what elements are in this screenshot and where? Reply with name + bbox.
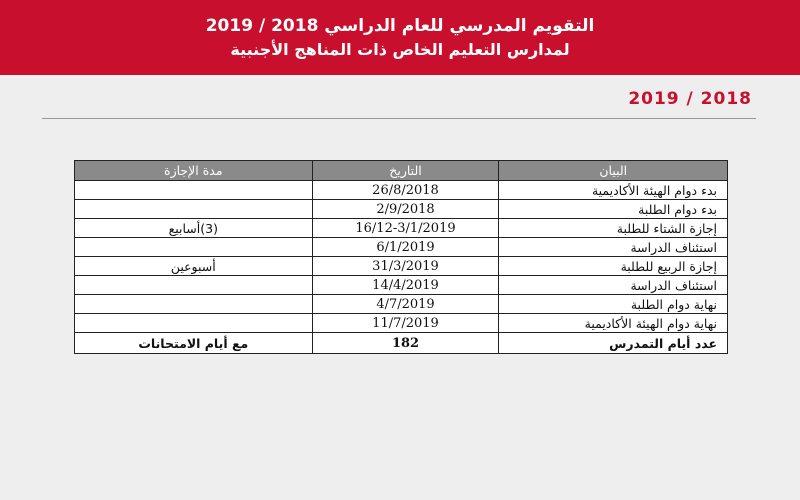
table-row	[75, 314, 728, 333]
row-duration	[75, 314, 313, 333]
row-date: 26/8/2018	[312, 181, 499, 200]
row-duration: (3)أسابيع	[75, 219, 313, 238]
row-duration	[75, 276, 313, 295]
row-statement: استئناف الدراسة	[499, 238, 728, 257]
table-header-row	[75, 161, 728, 181]
column-header-vacation-duration: مدة الإجازة	[75, 161, 313, 181]
row-statement: إجازة الربيع للطلبة	[499, 257, 728, 276]
row-duration	[75, 295, 313, 314]
table-row	[75, 238, 728, 257]
row-statement: إجازة الشتاء للطلبة	[499, 219, 728, 238]
row-date: 14/4/2019	[312, 276, 499, 295]
row-date: 6/1/2019	[312, 238, 499, 257]
row-statement: نهاية دوام الهيئة الأكاديمية	[499, 314, 728, 333]
table-row	[75, 276, 728, 295]
title-banner	[0, 0, 800, 75]
page-subtitle: لمدارس التعليم الخاص ذات المناهج الأجنبية	[230, 39, 570, 59]
total-label: عدد أيام التمدرس	[499, 333, 728, 354]
row-duration	[75, 238, 313, 257]
row-duration	[75, 181, 313, 200]
row-date: 11/7/2019	[312, 314, 499, 333]
table-row	[75, 200, 728, 219]
year-divider	[42, 118, 756, 119]
row-statement: نهاية دوام الطلبة	[499, 295, 728, 314]
row-date: 16/12-3/1/2019	[312, 219, 499, 238]
page-title: التقويم المدرسي للعام الدراسي 2018 / 2019	[205, 15, 595, 36]
row-statement: بدء دوام الهيئة الأكاديمية	[499, 181, 728, 200]
table-row	[75, 181, 728, 200]
row-statement: بدء دوام الطلبة	[499, 200, 728, 219]
row-date: 2/9/2018	[312, 200, 499, 219]
row-duration	[75, 200, 313, 219]
table-row	[75, 295, 728, 314]
row-date: 31/3/2019	[312, 257, 499, 276]
total-days-value: 182	[312, 333, 499, 354]
calendar-table-wrapper	[74, 160, 728, 354]
academic-year-label: 2019 / 2018	[628, 89, 752, 109]
column-header-date: التاريخ	[312, 161, 499, 181]
total-row	[75, 333, 728, 354]
row-statement: استئناف الدراسة	[499, 276, 728, 295]
column-header-statement: البيان	[499, 161, 728, 181]
row-duration: أسبوعين	[75, 257, 313, 276]
total-note: مع أيام الامتحانات	[75, 333, 313, 354]
table-row	[75, 219, 728, 238]
row-date: 4/7/2019	[312, 295, 499, 314]
school-calendar-table	[74, 160, 728, 354]
table-row	[75, 257, 728, 276]
